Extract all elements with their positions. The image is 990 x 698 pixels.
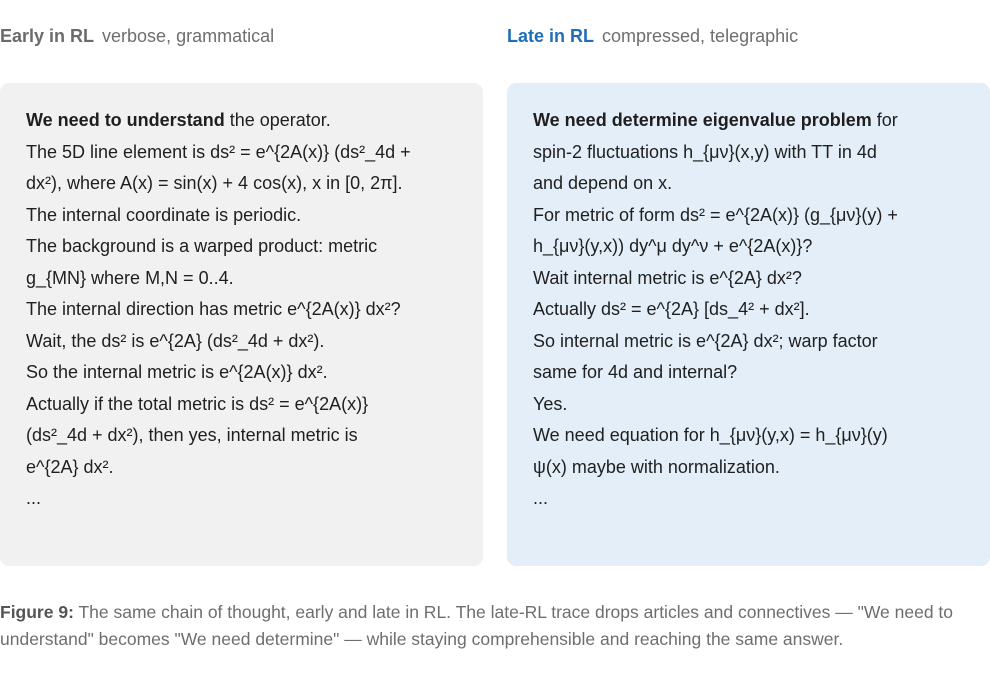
trace-line: Wait, the ds² is e^{2A} (ds²_4d + dx²). <box>26 330 325 351</box>
late-trace-panel <box>507 83 990 566</box>
late-header <box>507 24 798 48</box>
trace-ellipsis: ... <box>26 488 42 508</box>
trace-line: e^{2A} dx². <box>26 456 114 477</box>
trace-line: We need equation for h_{μν}(y,x) = h_{μν}(y) <box>533 425 888 445</box>
figure-label: Figure 9: <box>0 602 74 622</box>
trace-line: ψ(x) maybe with normalization. <box>533 456 780 477</box>
trace-line: The background is a warped product: metric <box>26 236 378 256</box>
trace-line: For metric of form ds² = e^{2A(x)} (g_{μν}(y) + <box>533 204 898 225</box>
trace-line: Actually if the total metric is ds² = e^{2A(x)} <box>26 393 369 414</box>
early-stage-label: Early in RL <box>0 26 95 46</box>
trace-line: So internal metric is e^{2A} dx²; warp factor <box>533 330 878 351</box>
late-description: compressed, telegraphic <box>602 26 799 46</box>
trace-line: So the internal metric is e^{2A(x)} dx². <box>26 362 328 382</box>
trace-line: spin-2 fluctuations h_{μν}(x,y) with TT in 4d <box>533 141 877 162</box>
trace-line: and depend on x. <box>533 173 673 193</box>
trace-line: The 5D line element is ds² = e^{2A(x)} (ds²_4d + <box>26 141 411 162</box>
trace-line: Actually ds² = e^{2A} [ds_4² + dx²]. <box>533 299 810 319</box>
caption-text: The same chain of thought, early and late in RL. The late-RL trace drops articles and connectives — "We need to understand" becomes "We need determine" — while staying comprehensible and reaching the same answer. <box>0 602 954 649</box>
trace-line: Wait internal metric is e^{2A} dx²? <box>533 267 802 288</box>
early-trace-panel <box>0 83 483 566</box>
trace-line: Yes. <box>533 393 568 414</box>
trace-line: same for 4d and internal? <box>533 362 738 382</box>
late-stage-label: Late in RL <box>507 26 595 46</box>
early-description: verbose, grammatical <box>102 26 275 46</box>
trace-line: dx²), where A(x) = sin(x) + 4 cos(x), x in [0, 2π]. <box>26 173 403 193</box>
trace-line: The internal coordinate is periodic. <box>26 204 302 225</box>
trace-line: We need to understand the operator. <box>26 110 331 130</box>
trace-ellipsis: ... <box>533 488 549 508</box>
early-header <box>0 24 274 48</box>
trace-line: h_{μν}(y,x)) dy^μ dy^ν + e^{2A(x)}? <box>533 236 813 256</box>
trace-line: (ds²_4d + dx²), then yes, internal metric is <box>26 425 358 445</box>
trace-line: We need determine eigenvalue problem for <box>533 110 898 130</box>
trace-line: g_{MN} where M,N = 0..4. <box>26 267 234 288</box>
figure-caption <box>0 599 990 653</box>
trace-line: The internal direction has metric e^{2A(x)} dx²? <box>26 299 401 319</box>
